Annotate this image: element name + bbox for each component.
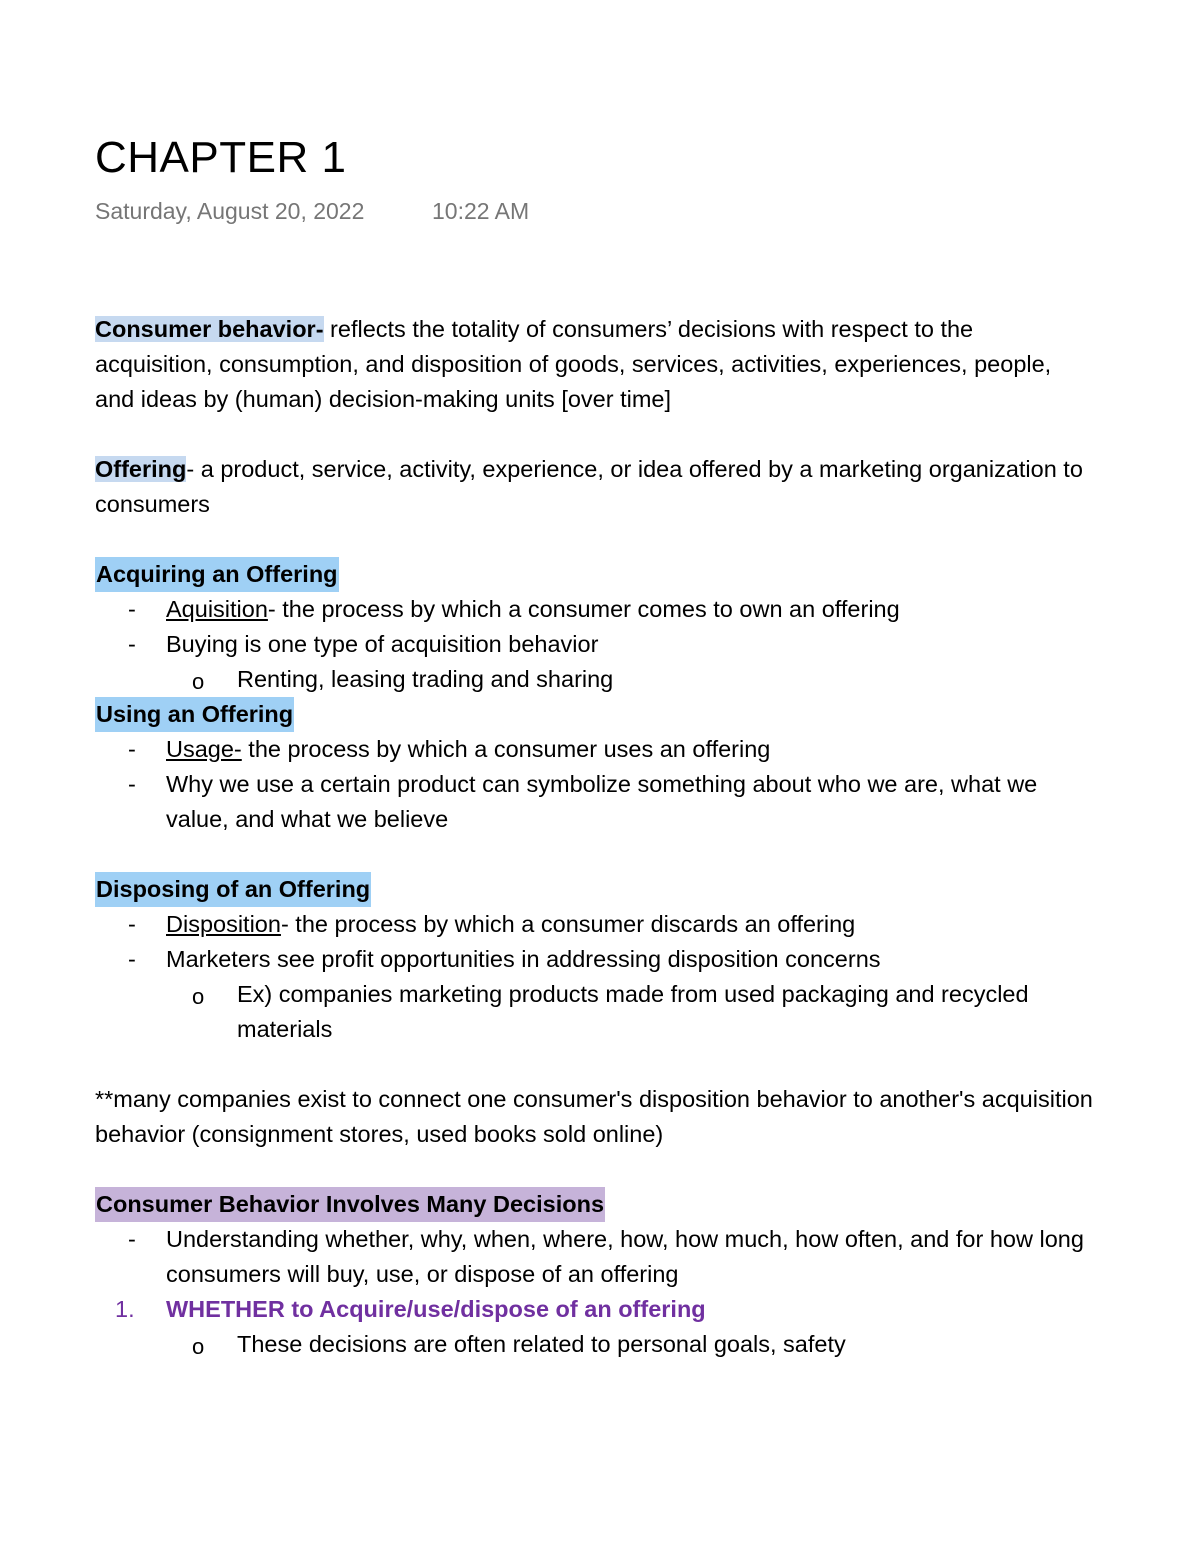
list-item [95,592,1095,627]
consumer-behavior-text: reflects the totality of consumers’ decisions with respect to the acquisition, consumption, and disposition of goods, services, activities, experiences, people, and ideas by (human) decision-making units [over time] [95,316,1052,412]
aquisition-term: Aquisition [166,596,268,622]
list-item [95,977,1095,1047]
offering-term: Offering [95,456,187,482]
buying-text: Buying is one type of acquisition behavior [166,631,599,657]
list-item [95,662,1095,697]
document-page [95,130,1095,1362]
offering-text: a product, service, activity, experience, or idea offered by a marketing organization to consumers [95,456,1083,517]
notes-body [95,312,1095,1362]
usage-text: the process by which a consumer uses an offering [241,736,771,762]
decisions-heading: Consumer Behavior Involves Many Decisions [95,1187,605,1222]
marketers-text: Marketers see profit opportunities in addressing disposition concerns [166,946,881,972]
usage-term: Usage- [166,736,242,762]
understanding-text: Understanding whether, why, when, where, how, how much, how often, and for how long consumers will buy, use, or dispose of an offering [166,1226,1084,1287]
decisions-list [95,1222,1095,1292]
using-list [95,732,1095,837]
spacer [95,1047,1095,1082]
disposing-heading: Disposing of an Offering [95,872,371,907]
decisions-section [95,1187,1095,1362]
decisions-sublist [95,1327,1095,1362]
list-item [95,1327,1095,1362]
note-paragraph: **many companies exist to connect one consumer's disposition behavior to another's acquisition behavior (consignment stores, used books sold online) [95,1086,1093,1147]
consumer-behavior-term: Consumer behavior- [95,316,324,342]
page-time: 10:22 AM [432,198,530,224]
offering-dash: - [186,456,195,482]
list-item [95,767,1095,837]
list-number: 1. [115,1296,135,1322]
renting-text: Renting, leasing trading and sharing [237,666,614,692]
spacer [95,1152,1095,1187]
list-item [95,1222,1095,1292]
disposition-text: - the process by which a consumer discards an offering [280,911,856,937]
consumer-behavior-definition [95,312,1095,417]
page-title: CHAPTER 1 [95,133,347,182]
list-item [95,907,1095,942]
acquiring-section [95,557,1095,697]
acquiring-sublist [95,662,1095,697]
spacer [95,837,1095,872]
list-item [95,627,1095,662]
acquiring-heading: Acquiring an Offering [95,557,339,592]
goals-text: These decisions are often related to personal goals, safety [237,1331,846,1357]
using-heading: Using an Offering [95,697,294,732]
disposition-term: Disposition [166,911,281,937]
decisions-numbered-list [95,1292,1095,1327]
disposing-section [95,872,1095,1047]
disposing-list [95,907,1095,977]
page-meta [95,198,1095,228]
list-item [95,942,1095,977]
spacer [95,417,1095,452]
disposing-sublist [95,977,1095,1047]
symbolize-text: Why we use a certain product can symbolize something about who we are, what we value, and what we believe [166,771,1038,832]
whether-text: WHETHER to Acquire/use/dispose of an offering [166,1296,706,1322]
aquisition-text: - the process by which a consumer comes to own an offering [267,596,900,622]
acquiring-list [95,592,1095,662]
example-text: Ex) companies marketing products made from used packaging and recycled materials [237,981,1029,1042]
page-date: Saturday, August 20, 2022 [95,198,365,224]
offering-definition [95,452,1095,522]
list-item [95,732,1095,767]
spacer [95,522,1095,557]
using-section [95,697,1095,837]
list-item [95,1292,1095,1327]
